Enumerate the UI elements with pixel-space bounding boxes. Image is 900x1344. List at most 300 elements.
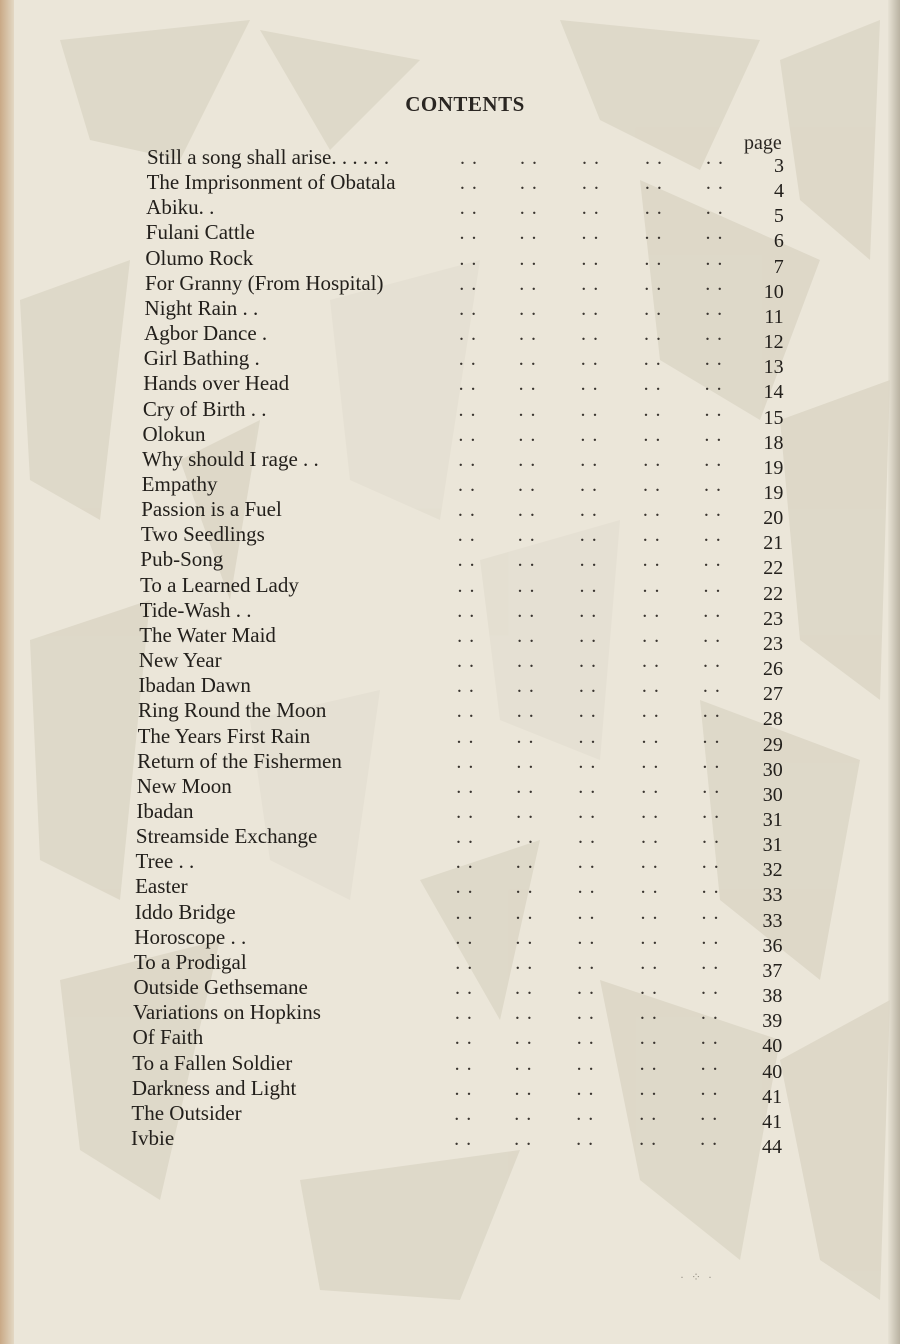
toc-entry-title: Streamside Exchange	[135, 824, 318, 849]
leader-dots: . .	[457, 574, 476, 597]
leader-dots: . .	[642, 524, 661, 547]
leader-dots: . .	[701, 926, 720, 949]
toc-entry-page: 18	[763, 431, 784, 454]
leader-dots: . .	[459, 222, 478, 245]
toc-entry-page: 28	[762, 708, 783, 731]
contents-heading: CONTENTS	[405, 92, 525, 116]
leader-dots: . .	[639, 1002, 658, 1025]
leader-dots: . .	[457, 524, 476, 547]
toc-entry-title: The Outsider	[131, 1100, 242, 1125]
leader-dots: . .	[515, 926, 534, 949]
leader-dots: . .	[458, 448, 477, 471]
leader-dots: . .	[578, 725, 597, 748]
leader-dots: . .	[519, 222, 538, 245]
toc-entry-page: 10	[763, 280, 784, 303]
leader-dots: . .	[514, 1128, 533, 1150]
leader-dots: . .	[454, 1027, 473, 1050]
leader-dots: . .	[702, 725, 721, 748]
leader-dots: . .	[581, 222, 600, 245]
toc-entry	[0, 547, 900, 580]
toc-entry-title: Ring Round the Moon	[137, 698, 327, 723]
leader-dots: . .	[459, 197, 478, 220]
toc-entry-title: For Granny (From Hospital)	[144, 270, 384, 295]
leader-dots: . .	[576, 1128, 595, 1150]
toc-entry-page: 32	[762, 859, 783, 882]
leader-dots: . .	[700, 1102, 719, 1125]
leader-dots: . .	[456, 801, 475, 823]
toc-entry-title: Of Faith	[132, 1025, 204, 1050]
toc-entry-title: Why should I rage . .	[142, 446, 319, 471]
toc-entry-page: 14	[763, 381, 784, 404]
leader-dots: . .	[642, 624, 661, 647]
leader-dots: . .	[703, 499, 722, 522]
toc-entry-page: 11	[764, 305, 784, 328]
toc-entry	[0, 1075, 900, 1108]
leader-dots: . .	[454, 1102, 473, 1125]
toc-entry-title: Return of the Fishermen	[137, 748, 342, 773]
leader-dots: . .	[580, 373, 599, 396]
leader-dots: . .	[700, 1077, 719, 1100]
toc-entry	[0, 597, 900, 630]
leader-dots: . .	[580, 448, 599, 471]
toc-entry-title: Ibadan Dawn	[138, 673, 251, 698]
leader-dots: . .	[458, 423, 477, 446]
toc-entry-page: 5	[773, 205, 784, 228]
leader-dots: . .	[640, 901, 659, 924]
leader-dots: . .	[704, 423, 723, 446]
toc-entry-page: 39	[762, 1010, 783, 1033]
leader-dots: . .	[640, 951, 659, 974]
leader-dots: . .	[643, 398, 662, 421]
toc-entry	[0, 824, 900, 857]
leader-dots: . .	[581, 272, 600, 295]
toc-entry-title: To a Prodigal	[133, 949, 247, 974]
leader-dots: . .	[703, 624, 722, 647]
leader-dots: . .	[516, 775, 535, 798]
toc-entry	[0, 748, 900, 781]
leader-dots: . .	[515, 901, 534, 924]
toc-entry-title: Darkness and Light	[131, 1075, 297, 1100]
leader-dots: . .	[581, 247, 600, 270]
leader-dots: . .	[579, 599, 598, 622]
toc-entry-title: To a Learned Lady	[140, 572, 299, 597]
leader-dots: . .	[515, 951, 534, 974]
toc-entry	[0, 446, 900, 479]
leader-dots: . .	[459, 297, 478, 320]
leader-dots: . .	[457, 499, 476, 522]
toc-entry-title: The Imprisonment of Obatala	[146, 170, 396, 195]
leader-dots: . .	[643, 423, 662, 446]
leader-dots: . .	[702, 675, 721, 698]
leader-dots: . .	[581, 197, 600, 220]
leader-dots: . .	[579, 499, 598, 522]
toc-entry-title: Olumo Rock	[145, 245, 254, 270]
toc-entry-page: 38	[762, 985, 783, 1008]
leader-dots: . .	[644, 247, 663, 270]
leader-dots: . .	[455, 926, 474, 949]
toc-entry	[0, 1050, 900, 1083]
toc-entry-title: The Years First Rain	[137, 723, 311, 748]
leader-dots: . .	[515, 876, 534, 899]
leader-dots: . .	[644, 172, 663, 195]
toc-entry	[0, 648, 900, 681]
toc-entry	[0, 949, 900, 982]
toc-entry-page: 29	[762, 733, 783, 756]
leader-dots: . .	[703, 524, 722, 547]
leader-dots: . .	[641, 801, 660, 823]
leader-dots: . .	[704, 474, 723, 496]
leader-dots: . .	[518, 373, 537, 396]
leader-dots: . .	[517, 624, 536, 647]
leader-dots: . .	[454, 1052, 473, 1075]
leader-dots: . .	[576, 1077, 595, 1100]
leader-dots: . .	[458, 398, 477, 421]
leader-dots: . .	[516, 700, 535, 723]
toc-entry-page: 37	[762, 959, 783, 982]
leader-dots: . .	[643, 373, 662, 396]
toc-entry-title: Variations on Hopkins	[133, 1000, 321, 1025]
leader-dots: . .	[705, 297, 724, 320]
leader-dots: . .	[580, 474, 599, 496]
toc-entry	[0, 396, 900, 429]
toc-entry-title: Outside Gethsemane	[133, 975, 308, 1000]
leader-dots: . .	[643, 348, 662, 371]
leader-dots: . .	[458, 373, 477, 396]
leader-dots: . .	[455, 876, 474, 899]
toc-entry-title: Still a song shall arise. . . . . .	[147, 145, 390, 169]
leader-dots: . .	[520, 147, 538, 169]
leader-dots: . .	[639, 1128, 658, 1150]
leader-dots: . .	[578, 775, 597, 798]
toc-entry	[0, 472, 900, 504]
leader-dots: . .	[579, 549, 598, 572]
leader-dots: . .	[701, 977, 720, 1000]
leader-dots: . .	[703, 599, 722, 622]
leader-dots: . .	[517, 650, 535, 673]
leader-dots: . .	[640, 851, 659, 874]
leader-dots: . .	[578, 801, 597, 823]
leader-dots: . .	[578, 700, 597, 723]
toc-entry	[0, 849, 900, 882]
toc-entry-title: Tree . .	[135, 849, 195, 874]
leader-dots: . .	[701, 851, 720, 874]
leader-dots: . .	[514, 1052, 533, 1075]
leader-dots: . .	[518, 348, 537, 371]
toc-entry	[0, 270, 900, 303]
leader-dots: . .	[644, 272, 663, 295]
leader-dots: . .	[459, 247, 478, 270]
leader-dots: . .	[701, 876, 720, 899]
page-stain: · ⁘ ·	[680, 1270, 715, 1284]
leader-dots: . .	[701, 901, 720, 924]
toc-entry-page: 19	[763, 482, 784, 504]
leader-dots: . .	[519, 247, 538, 270]
leader-dots: . .	[705, 172, 724, 195]
leader-dots: . .	[645, 147, 663, 169]
toc-entry	[0, 245, 900, 278]
leader-dots: . .	[518, 423, 537, 446]
toc-entry-page: 31	[762, 809, 783, 831]
leader-dots: . .	[516, 750, 535, 773]
page-column-label: page	[744, 132, 782, 154]
leader-dots: . .	[639, 1052, 658, 1075]
toc-entry	[0, 799, 900, 831]
leader-dots: . .	[456, 725, 475, 748]
toc-entry-title: Tide-Wash . .	[139, 597, 252, 622]
leader-dots: . .	[704, 373, 723, 396]
toc-entry	[0, 924, 900, 957]
leader-dots: . .	[516, 801, 535, 823]
leader-dots: . .	[701, 826, 720, 849]
leader-dots: . .	[640, 926, 659, 949]
leader-dots: . .	[706, 147, 724, 169]
leader-dots: . .	[580, 348, 599, 371]
toc-entry-title: Ivbie	[131, 1126, 175, 1150]
toc-entry-page: 12	[763, 331, 784, 354]
toc-entry-title: Passion is a Fuel	[141, 497, 282, 522]
toc-entry-page: 40	[762, 1035, 783, 1058]
toc-entry-page: 33	[762, 909, 783, 932]
toc-entry	[0, 572, 900, 605]
leader-dots: . .	[642, 574, 661, 597]
toc-entry-page: 19	[763, 456, 784, 479]
toc-entry	[0, 195, 900, 228]
leader-dots: . .	[579, 650, 597, 673]
leader-dots: . .	[703, 650, 721, 673]
leader-dots: . .	[518, 448, 537, 471]
leader-dots: . .	[458, 323, 477, 346]
toc-entry-page: 30	[762, 758, 783, 781]
leader-dots: . .	[704, 323, 723, 346]
toc-entry-page: 31	[762, 834, 783, 857]
leader-dots: . .	[705, 222, 724, 245]
leader-dots: . .	[639, 1077, 658, 1100]
toc-entry-page: 3	[774, 155, 784, 177]
leader-dots: . .	[455, 851, 474, 874]
leader-dots: . .	[457, 650, 475, 673]
leader-dots: . .	[702, 750, 721, 773]
leader-dots: . .	[454, 1077, 473, 1100]
leader-dots: . .	[644, 222, 663, 245]
leader-dots: . .	[579, 624, 598, 647]
leader-dots: . .	[518, 323, 537, 346]
leader-dots: . .	[577, 826, 596, 849]
leader-dots: . .	[644, 197, 663, 220]
leader-dots: . .	[576, 1102, 595, 1125]
leader-dots: . .	[458, 474, 477, 496]
toc-entry-page: 33	[762, 884, 783, 907]
leader-dots: . .	[517, 599, 536, 622]
toc-entry	[0, 145, 900, 177]
toc-entry-page: 23	[763, 632, 784, 655]
leader-dots: . .	[704, 448, 723, 471]
leader-dots: . .	[643, 474, 662, 496]
leader-dots: . .	[577, 876, 596, 899]
leader-dots: . .	[577, 977, 596, 1000]
leader-dots: . .	[455, 826, 474, 849]
leader-dots: . .	[457, 549, 476, 572]
leader-dots: . .	[519, 297, 538, 320]
leader-dots: . .	[702, 801, 721, 823]
toc-entry-page: 36	[762, 934, 783, 957]
toc-entry-title: New Moon	[136, 773, 232, 798]
toc-entry-page: 22	[763, 557, 784, 580]
toc-entry-page: 4	[773, 180, 784, 203]
leader-dots: . .	[577, 851, 596, 874]
leader-dots: . .	[705, 272, 724, 295]
toc-entry-title: Iddo Bridge	[134, 899, 236, 924]
leader-dots: . .	[701, 951, 720, 974]
toc-entry	[0, 1100, 900, 1133]
leader-dots: . .	[514, 1077, 533, 1100]
leader-dots: . .	[700, 1002, 719, 1025]
toc-entry	[0, 723, 900, 756]
toc-entry-title: Hands over Head	[143, 371, 290, 396]
leader-dots: . .	[640, 876, 659, 899]
leader-dots: . .	[516, 725, 535, 748]
leader-dots: . .	[641, 750, 660, 773]
leader-dots: . .	[518, 474, 537, 496]
leader-dots: . .	[457, 624, 476, 647]
leader-dots: . .	[643, 323, 662, 346]
leader-dots: . .	[514, 1102, 533, 1125]
toc-entry-page: 27	[762, 683, 783, 706]
leader-dots: . .	[576, 1002, 595, 1025]
leader-dots: . .	[577, 951, 596, 974]
toc-entry	[0, 371, 900, 404]
toc-entry-page: 41	[762, 1110, 783, 1133]
toc-entry	[0, 698, 900, 731]
toc-entry-page: 6	[773, 230, 784, 253]
leader-dots: . .	[580, 398, 599, 421]
leader-dots: . .	[456, 775, 475, 798]
leader-dots: . .	[643, 448, 662, 471]
toc-entry-page: 40	[762, 1060, 783, 1083]
toc-entry	[0, 975, 900, 1008]
toc-entry-page: 22	[763, 582, 784, 605]
toc-entry-page: 15	[763, 406, 784, 429]
leader-dots: . .	[459, 172, 478, 195]
toc-entry-page: 20	[763, 507, 784, 530]
leader-dots: . .	[704, 348, 723, 371]
toc-entry	[0, 421, 900, 454]
leader-dots: . .	[639, 1102, 658, 1125]
leader-dots: . .	[641, 725, 660, 748]
leader-dots: . .	[519, 197, 538, 220]
toc-entry	[0, 346, 900, 379]
leader-dots: . .	[455, 951, 474, 974]
leader-dots: . .	[700, 1052, 719, 1075]
leader-dots: . .	[702, 700, 721, 723]
leader-dots: . .	[456, 750, 475, 773]
toc-entry-title: Fulani Cattle	[145, 220, 255, 245]
leader-dots: . .	[579, 574, 598, 597]
toc-entry	[0, 874, 900, 907]
toc-entry-page: 41	[762, 1085, 783, 1108]
leader-dots: . .	[519, 172, 538, 195]
toc-entry	[0, 497, 900, 530]
leader-dots: . .	[642, 599, 661, 622]
leader-dots: . .	[705, 247, 724, 270]
toc-entry	[0, 321, 900, 354]
leader-dots: . .	[703, 549, 722, 572]
toc-entry-page: 21	[763, 532, 784, 555]
leader-dots: . .	[700, 1128, 719, 1150]
leader-dots: . .	[517, 499, 536, 522]
toc-entry	[0, 773, 900, 806]
toc-entry-page: 7	[773, 255, 784, 278]
leader-dots: . .	[515, 826, 534, 849]
toc-entry-title: Two Seedlings	[140, 522, 265, 547]
leader-dots: . .	[642, 549, 661, 572]
leader-dots: . .	[580, 423, 599, 446]
leader-dots: . .	[578, 750, 597, 773]
toc-entry-title: Cry of Birth . .	[142, 396, 267, 421]
toc-entry-title: Pub-Song	[140, 547, 224, 572]
leader-dots: . .	[514, 1027, 533, 1050]
leader-dots: . .	[641, 675, 660, 698]
leader-dots: . .	[455, 977, 474, 1000]
leader-dots: . .	[459, 272, 478, 295]
leader-dots: . .	[639, 1027, 658, 1050]
toc-entry-page: 44	[762, 1136, 783, 1158]
leader-dots: . .	[458, 348, 477, 371]
leader-dots: . .	[640, 826, 659, 849]
leader-dots: . .	[517, 574, 536, 597]
leader-dots: . .	[517, 524, 536, 547]
toc-entry-page: 13	[763, 356, 784, 379]
leader-dots: . .	[702, 775, 721, 798]
toc-entry-title: Agbor Dance .	[144, 321, 268, 346]
leader-dots: . .	[640, 977, 659, 1000]
leader-dots: . .	[576, 1027, 595, 1050]
toc-entry-title: Horoscope . .	[134, 924, 247, 949]
leader-dots: . .	[581, 297, 600, 320]
toc-entry	[0, 295, 900, 328]
toc-entry-title: Olokun	[142, 421, 206, 446]
leader-dots: . .	[457, 599, 476, 622]
toc-entry	[0, 220, 900, 253]
leader-dots: . .	[580, 323, 599, 346]
toc-entry-title: Ibadan	[136, 799, 194, 823]
leader-dots: . .	[518, 398, 537, 421]
toc-entry	[0, 1025, 900, 1058]
leader-dots: . .	[456, 675, 475, 698]
toc-entry-title: Night Rain . .	[144, 295, 259, 320]
leader-dots: . .	[577, 926, 596, 949]
leader-dots: . .	[644, 297, 663, 320]
leader-dots: . .	[455, 901, 474, 924]
toc-entry	[0, 673, 900, 706]
leader-dots: . .	[579, 524, 598, 547]
toc-entry	[0, 899, 900, 932]
leader-dots: . .	[704, 398, 723, 421]
leader-dots: . .	[705, 197, 724, 220]
toc-entry	[0, 622, 900, 655]
leader-dots: . .	[578, 675, 597, 698]
toc-entry	[0, 170, 900, 203]
toc-entry-title: New Year	[138, 648, 222, 673]
toc-entry-page: 26	[763, 658, 783, 681]
leader-dots: . .	[515, 851, 534, 874]
leader-dots: . .	[454, 1002, 473, 1025]
toc-entry-title: To a Fallen Soldier	[132, 1050, 293, 1075]
toc-entry-title: Abiku. .	[146, 195, 215, 220]
leader-dots: . .	[516, 675, 535, 698]
toc-entry-title: The Water Maid	[139, 622, 276, 647]
leader-dots: . .	[456, 700, 475, 723]
toc-entry-page: 23	[763, 607, 784, 630]
